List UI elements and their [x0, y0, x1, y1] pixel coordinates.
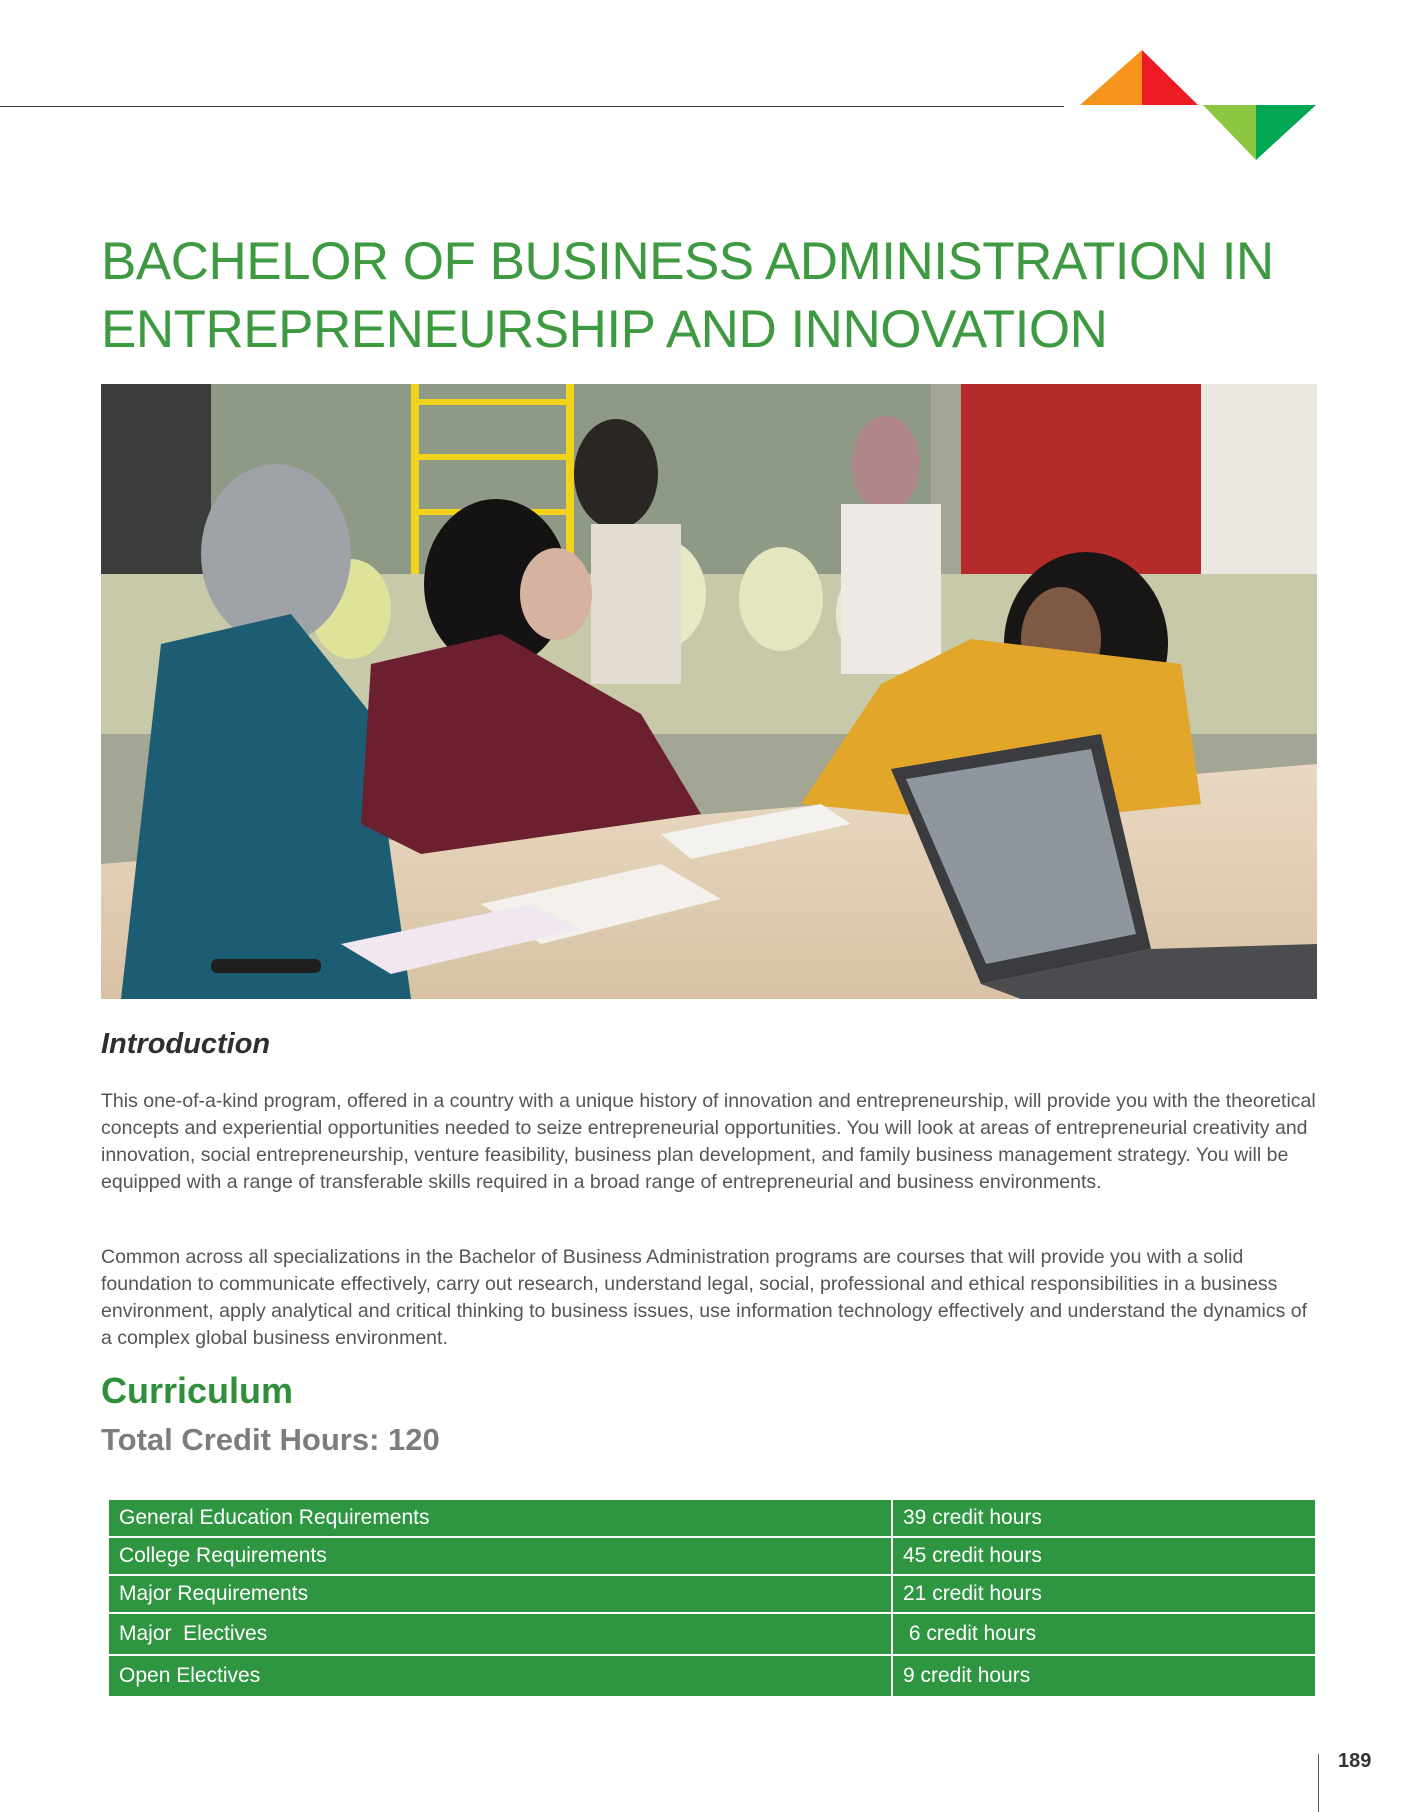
header-rule [0, 106, 1064, 107]
curriculum-heading: Curriculum [101, 1370, 294, 1411]
requirement-label: Major Requirements [108, 1575, 892, 1613]
page-title-line-1: BACHELOR OF BUSINESS ADMINISTRATION IN [101, 232, 1274, 291]
table-row [108, 1613, 1316, 1655]
requirement-hours: 6 credit hours [892, 1613, 1316, 1655]
footer-rule [1318, 1754, 1319, 1812]
introduction-paragraph-1: This one-of-a-kind program, offered in a country with a unique history of innovation and entrepreneurship, will provide you with the theoretical concepts and experiential opportunities needed to seize entrepreneurial opportunities. You will look at areas of entrepreneurial creativity and innovation, social entrepreneurship, venture feasibility, business plan development, and family business management strategy. You will be equipped with a range of transferable skills required in a broad range of entrepreneurial and business environments. [101, 1090, 1316, 1193]
page-number: 189 [1338, 1750, 1372, 1772]
table-row [108, 1655, 1316, 1697]
logo-triangles [1080, 50, 1320, 165]
table-row [108, 1537, 1316, 1575]
total-credit-hours: Total Credit Hours: 120 [101, 1422, 440, 1457]
credit-hours-table [107, 1500, 1317, 1698]
requirement-label: Major Electives [108, 1613, 892, 1655]
page-title [101, 228, 1341, 364]
requirement-hours: 9 credit hours [892, 1655, 1316, 1697]
requirement-hours: 21 credit hours [892, 1575, 1316, 1613]
students-photo [101, 384, 1317, 999]
table-row [108, 1500, 1316, 1537]
requirement-label: General Education Requirements [108, 1500, 892, 1537]
logo-green-triangle [1256, 105, 1316, 160]
logo-orange-triangle [1080, 50, 1142, 105]
requirement-label: Open Electives [108, 1655, 892, 1697]
introduction-heading: Introduction [101, 1028, 271, 1060]
requirement-label: College Requirements [108, 1537, 892, 1575]
introduction-paragraph-2: Common across all specializations in the Bachelor of Business Administration programs are courses that will provide you with a solid foundation to communicate effectively, carry out research, understand legal, social, professional and ethical responsibilities in a business environment, apply analytical and critical thinking to business issues, use information technology effectively and understand the dynamics of a complex global business environment. [101, 1246, 1308, 1349]
logo-red-triangle [1142, 50, 1198, 105]
page-title-line-2: ENTREPRENEURSHIP AND INNOVATION [101, 300, 1108, 359]
table-row [108, 1575, 1316, 1613]
students-photo-illustration [101, 384, 1317, 999]
requirement-hours: 45 credit hours [892, 1537, 1316, 1575]
requirement-hours: 39 credit hours [892, 1500, 1316, 1537]
